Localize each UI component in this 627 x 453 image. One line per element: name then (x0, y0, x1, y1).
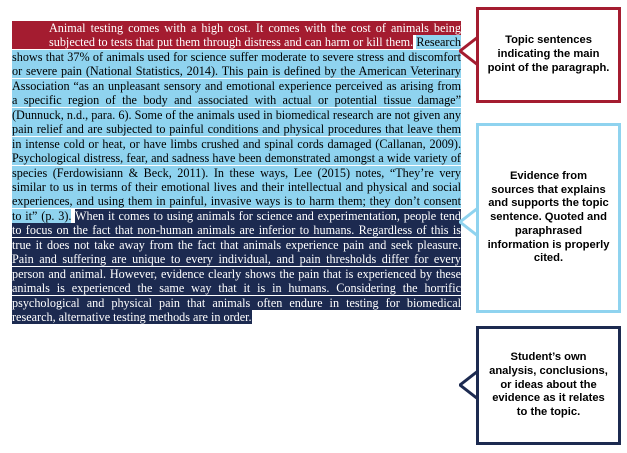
topic-sentence-highlight: Animal testing comes with a high cost. It comes with the cost of animals being subjected to tests that put them through distress and can harm or kill them. (12, 21, 461, 49)
evidence-highlight: Research shows that 37% of animals used for science suffer moderate to severe stress and discomfort or severe pain (National Statistics, 2014). This pain is defined by the American Veterinary Association “as an unpleasant sensory and emotional experience perceived as arising from a specific region of the body and associated with actual or potential tissue damage” (Dunnuck, n.d., para. 6). Some of the animals used in biomedical research are not given any pain relief and are subjected to painful conditions and physical procedures that leave them in intense cold or heat, or have limbs crushed and spinal cords damaged (Callanan, 2009). Psychological distress, fear, and sadness have been demonstrated amongst a wide variety of species (Ferdowisiann & Beck, 2011). In these ways, Lee (2015) notes, “They’re very similar to us in terms of their emotional lives and their intellectual and physical and social experiences, and using them in painful, invasive ways is to harm them; they don’t consent to it” (p. 3). (12, 35, 461, 223)
topic-callout: Topic sentences indicating the main point of the paragraph. (476, 7, 621, 103)
evidence-callout: Evidence from sources that explains and supports the topic sentence. Quoted and paraphrased information is properly cited. (476, 123, 621, 313)
analysis-highlight: When it comes to using animals for science and experimentation, people tend to focus on the fact that non-human animals are inferior to humans. Regardless of this is true it does not take away from the fact that animals experience pain and seek pleasure. Pain and suffering are unique to every individual, and pain thresholds differ for every person and animal. However, evidence clearly shows the pain that is experienced by these animals is experienced the same way that it is in humans. Considering the horrific psychological and physical pain that animals often endure in testing for biomedical research, alternative testing methods are in order. (12, 208, 462, 325)
analysis-callout: Student’s own analysis, conclusions, or ideas about the evidence as it relates to the topic. (476, 326, 621, 445)
example-paragraph (12, 21, 461, 325)
